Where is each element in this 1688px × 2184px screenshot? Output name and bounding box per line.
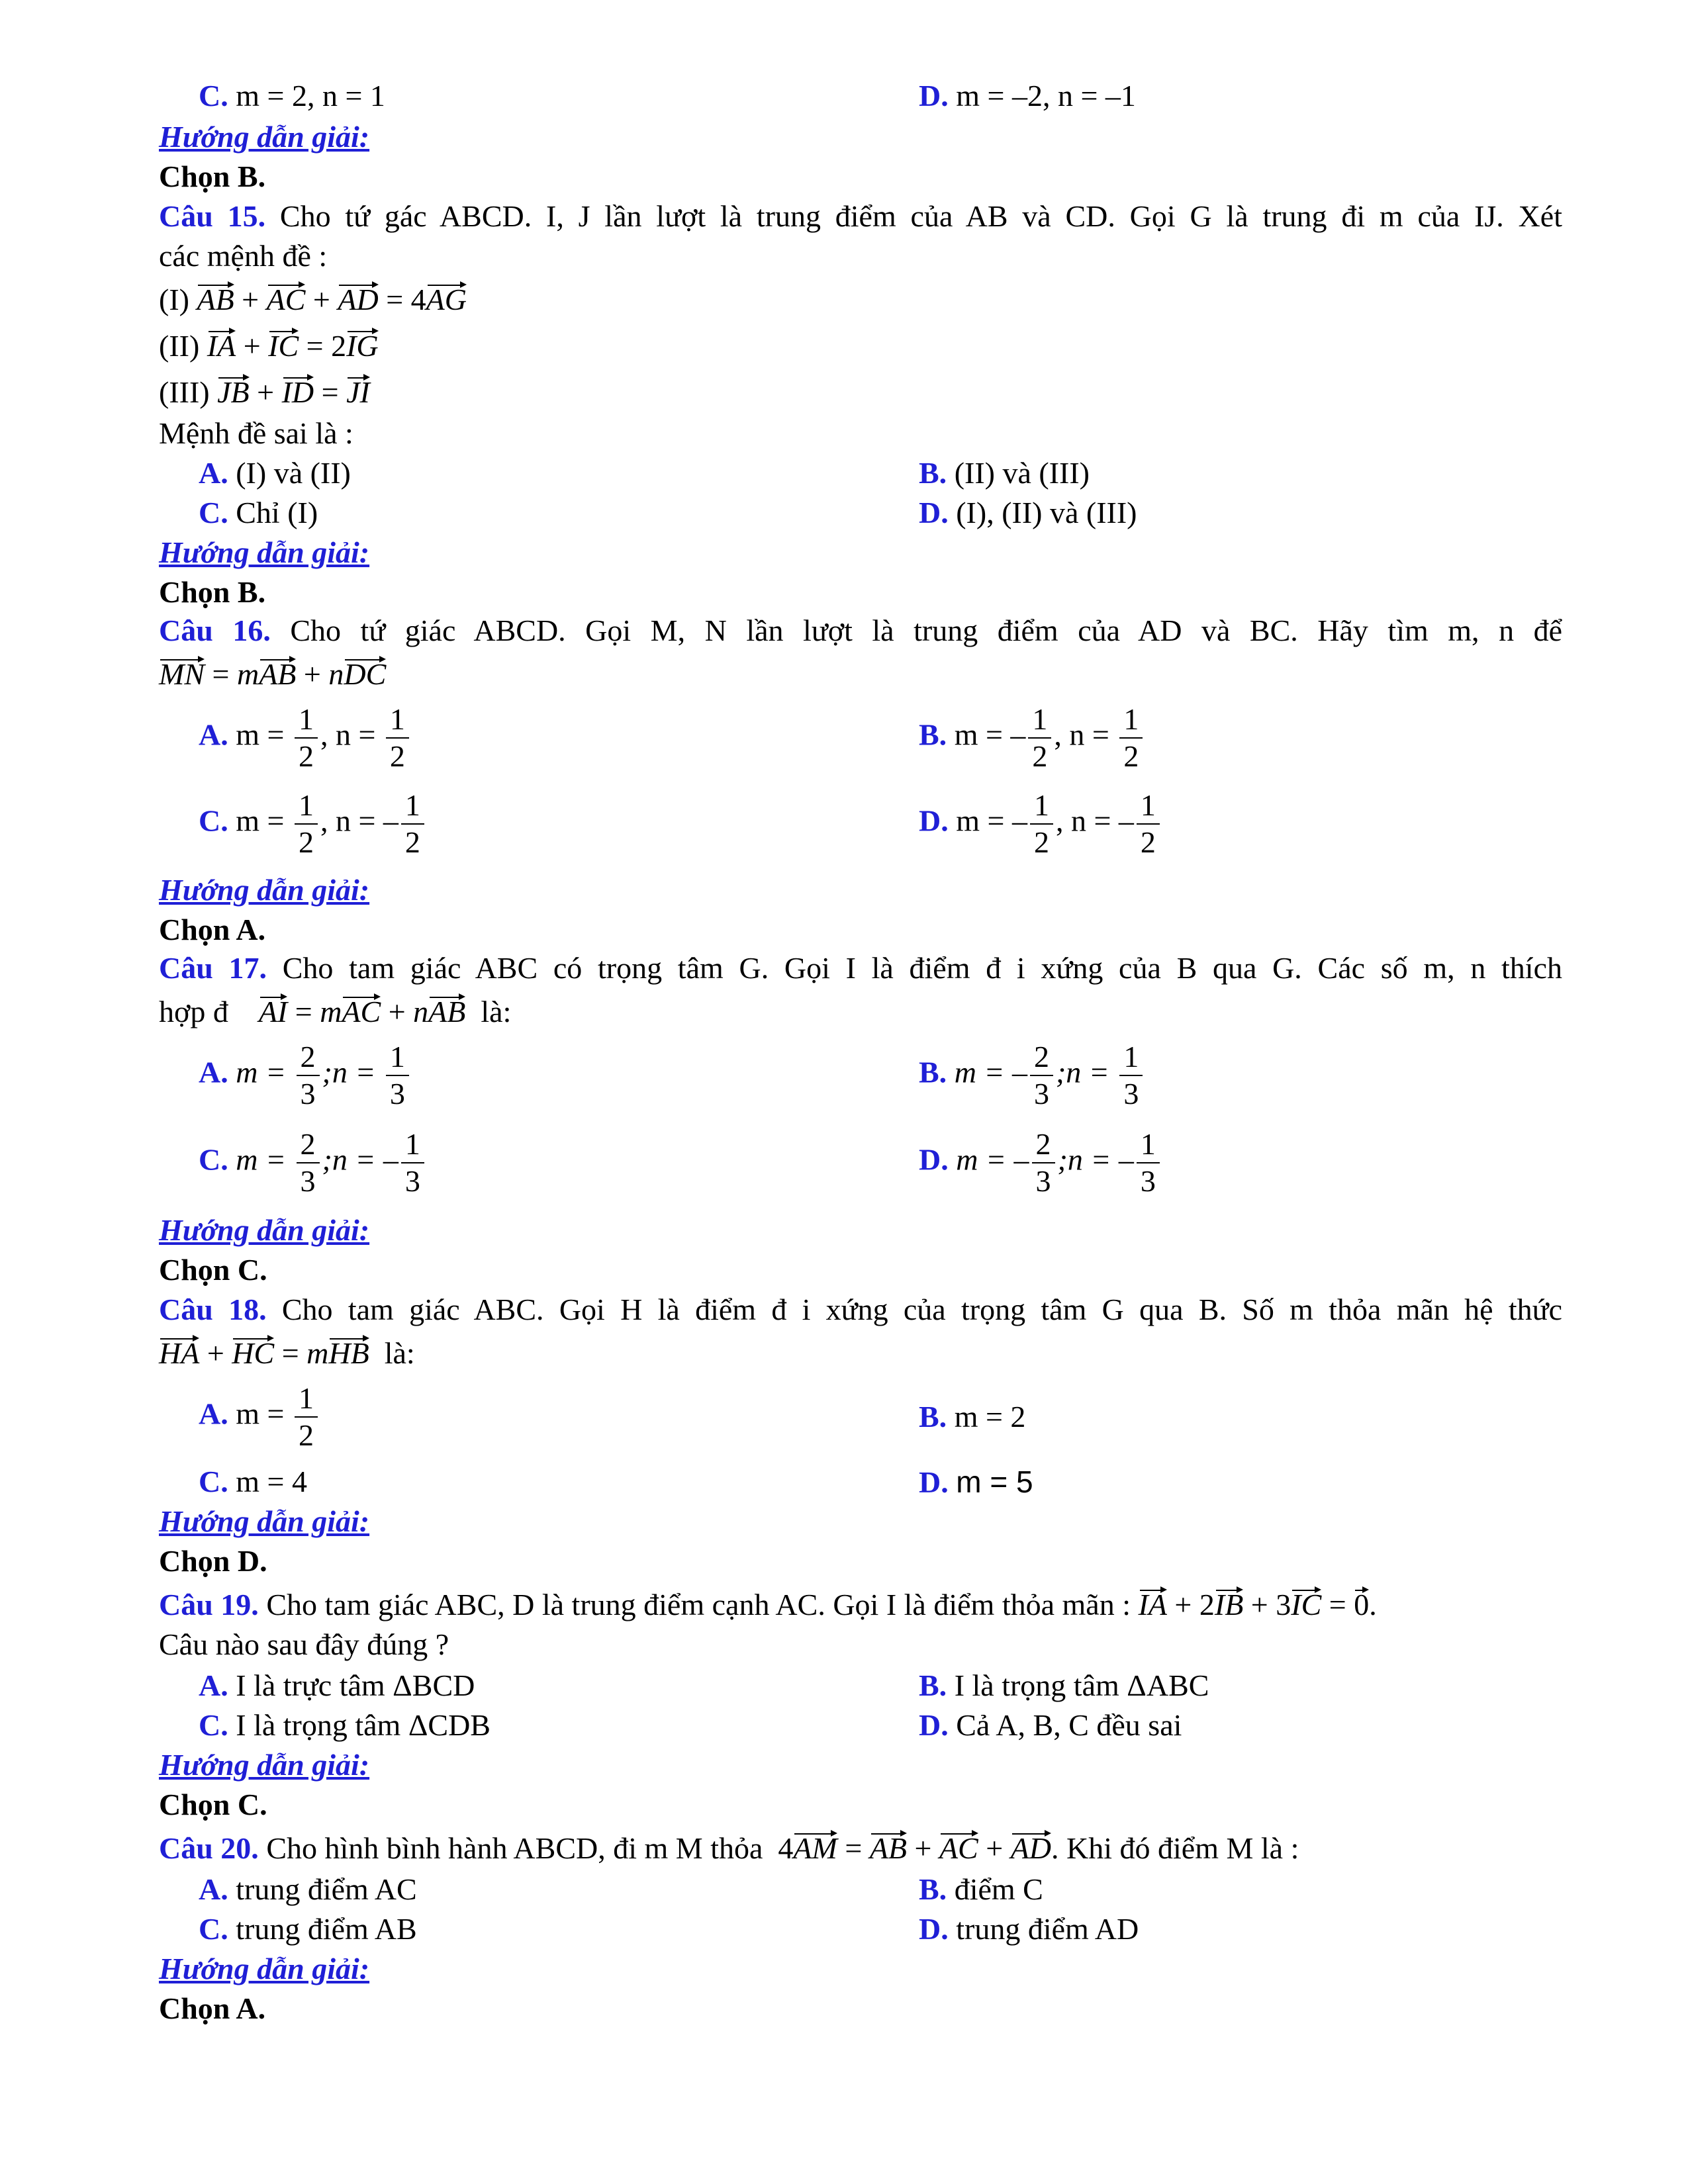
option-text: m = 2 [954, 1400, 1026, 1433]
q19-option-d [919, 1706, 1182, 1745]
vector: DC [344, 655, 386, 694]
q16-equation: MN = mAB + nDC [159, 655, 386, 694]
q18-option-a [199, 1381, 320, 1453]
vector: HB [328, 1334, 369, 1373]
option-text: m = [236, 803, 292, 838]
vector: HA [159, 1334, 199, 1373]
numerator: 2 [297, 1039, 320, 1076]
fraction [386, 702, 409, 774]
numerator: 1 [295, 702, 318, 739]
q19-stem: Câu 19. Cho tam giác ABC, D là trung điểm cạnh AC. Gọi I là điểm thỏa mãn : IA + 2IB + 3IC = 0. [159, 1586, 1377, 1624]
numerator: 1 [386, 702, 409, 739]
q17-answer: Chọn C. [159, 1253, 267, 1287]
q18-answer: Chọn D. [159, 1544, 267, 1578]
variable: n [413, 995, 429, 1028]
coefficient: 2 [1199, 1588, 1215, 1621]
q14-answer: Chọn B. [159, 159, 266, 193]
numerator: 1 [295, 788, 318, 825]
q15-stem [159, 197, 1562, 236]
option-label: C. [199, 1912, 228, 1946]
option-text: trung điểm AD [956, 1912, 1139, 1946]
option-label: D. [919, 1708, 949, 1742]
numerator: 1 [1028, 702, 1051, 739]
numerator: 1 [1137, 788, 1160, 825]
fraction [1137, 788, 1160, 860]
q14-option-d [919, 77, 1136, 115]
q15-statement-1: (I) AB + AC + AD = 4AG [159, 281, 467, 319]
option-label: C. [199, 803, 228, 838]
q15-option-b [919, 454, 1090, 492]
option-text: , n = [320, 717, 383, 752]
q15-answer: Chọn B. [159, 575, 266, 609]
option-label: B. [919, 1668, 947, 1702]
q20-guide-heading: Hướng dẫn giải: [159, 1952, 370, 1985]
option-text: m = [236, 1055, 294, 1089]
option-text: ;n = – [322, 1142, 399, 1177]
option-label: B. [919, 717, 947, 752]
vector: MN [159, 655, 205, 694]
vector: IG [346, 327, 379, 365]
option-text: (I), (II) và (III) [956, 496, 1137, 529]
q19-guide-heading: Hướng dẫn giải: [159, 1748, 370, 1782]
denominator: 2 [1140, 825, 1156, 859]
option-label: B. [919, 1400, 947, 1433]
denominator: 3 [1035, 1164, 1051, 1198]
option-text: , n = – [1055, 803, 1134, 838]
denominator: 3 [1140, 1164, 1156, 1198]
statement-label: (III) [159, 375, 210, 409]
q19-option-c [199, 1706, 491, 1745]
option-text: điểm C [954, 1872, 1043, 1906]
denominator: 2 [1123, 739, 1139, 773]
q18-option-b [919, 1398, 1025, 1436]
q15-stem-2: các mệnh đề : [159, 239, 328, 273]
q18-equation: HA + HC = mHB là: [159, 1334, 415, 1373]
fraction [401, 788, 424, 860]
option-text: , n = – [320, 803, 399, 838]
vector: IC [268, 327, 299, 365]
numerator: 2 [1032, 1126, 1055, 1163]
fraction [1119, 1039, 1143, 1112]
vector: JB [217, 373, 250, 412]
option-text: ;n = [322, 1055, 383, 1089]
q20-option-b [919, 1870, 1043, 1909]
q15-guide-heading: Hướng dẫn giải: [159, 535, 370, 569]
q15-statement-2: (II) IA + IC = 2IG [159, 327, 379, 365]
option-text: m = – [954, 1055, 1027, 1089]
option-text: ;n = [1055, 1055, 1117, 1089]
vector: JI [346, 373, 370, 412]
fraction [297, 1039, 320, 1112]
q16-guide-heading: Hướng dẫn giải: [159, 873, 370, 907]
option-label: A. [199, 1055, 228, 1089]
option-label: B. [919, 1872, 947, 1906]
fraction [1030, 788, 1053, 860]
option-label: A. [199, 1872, 228, 1906]
denominator: 2 [404, 825, 420, 859]
vector: AM [793, 1829, 837, 1868]
denominator: 3 [300, 1164, 316, 1198]
option-text: m = – [954, 717, 1026, 752]
question-number: Câu 17. [159, 951, 267, 985]
question-number: Câu 16. [159, 614, 271, 647]
option-text: m = – [956, 1142, 1029, 1177]
vector: ID [282, 373, 314, 412]
option-text: I là trọng tâm ΔABC [954, 1668, 1209, 1702]
option-label: A. [199, 456, 228, 490]
fraction [297, 1126, 320, 1199]
q19-stem-2: Câu nào sau đây đúng ? [159, 1627, 449, 1661]
question-text: Cho tam giác ABC. Gọi H là điểm đ i xứng của trọng tâm G qua B. Số m thỏa mãn hệ thức [281, 1293, 1562, 1326]
vector: IA [207, 327, 236, 365]
denominator: 3 [1123, 1077, 1139, 1111]
numerator: 1 [401, 1126, 424, 1163]
q17-stem-2: hợp đ AI = mAC + nAB là: [159, 993, 511, 1031]
vector: IA [1139, 1586, 1167, 1624]
option-text: m = [236, 1396, 292, 1431]
question-number: Câu 19. [159, 1588, 259, 1621]
vector: IB [1215, 1586, 1243, 1624]
numerator: 1 [386, 1039, 409, 1076]
denominator: 3 [300, 1077, 316, 1111]
zero-vector: 0 [1354, 1586, 1369, 1624]
vector: AC [342, 993, 381, 1031]
denominator: 3 [1033, 1077, 1049, 1111]
vector: AB [259, 655, 296, 694]
q17-stem [159, 949, 1562, 987]
vector: AD [1011, 1829, 1051, 1868]
q18-option-d [919, 1463, 1033, 1502]
coefficient: 4 [778, 1831, 794, 1865]
question-text: Cho tứ giác ABCD. Gọi M, N lần lượt là trung điểm của AD và BC. Hãy tìm m, n để [290, 614, 1562, 647]
option-label: D. [919, 79, 949, 113]
coefficient: 4 [410, 283, 426, 316]
option-text: m = 2, n = 1 [236, 79, 385, 113]
question-text: . Khi đó điểm M là : [1051, 1831, 1299, 1865]
vector: AI [259, 993, 287, 1031]
fraction [295, 1381, 318, 1453]
q17-option-c [199, 1126, 427, 1199]
fraction [295, 702, 318, 774]
vector: AG [426, 281, 467, 319]
option-text: m = [236, 1142, 294, 1177]
fraction [295, 788, 318, 860]
q20-option-c [199, 1910, 417, 1948]
variable: n [328, 657, 344, 691]
q16-option-b [919, 702, 1145, 774]
question-text: Cho tứ gác ABCD. I, J lần lượt là trung điểm của AB và CD. Gọi G là trung đi m của IJ. Xét [279, 199, 1563, 233]
question-text: Cho tam giác ABC có trọng tâm G. Gọi I là điểm đ i xứng của B qua G. Các số m, n thích [282, 951, 1562, 985]
q15-option-a [199, 454, 351, 492]
numerator: 1 [401, 788, 424, 825]
question-number: Câu 20. [159, 1831, 259, 1865]
option-label: C. [199, 79, 228, 113]
fraction [401, 1126, 424, 1199]
question-number: Câu 15. [159, 199, 266, 233]
denominator: 2 [1033, 825, 1049, 859]
denominator: 2 [389, 739, 405, 773]
q16-stem [159, 612, 1562, 650]
vector: AB [197, 281, 234, 319]
vector: AB [428, 993, 465, 1031]
q15-prompt: Mệnh đề sai là : [159, 416, 353, 450]
q14-guide-heading: Hướng dẫn giải: [159, 120, 370, 154]
denominator: 2 [1032, 739, 1048, 773]
variable: m [306, 1336, 329, 1370]
numerator: 2 [297, 1126, 320, 1163]
statement-label: (II) [159, 329, 200, 363]
option-text: m = [236, 717, 292, 752]
question-text: Cho tam giác ABC, D là trung điểm cạnh AC. Gọi I là điểm thỏa mãn : [266, 1588, 1131, 1621]
option-label: A. [199, 717, 228, 752]
option-text: ;n = – [1057, 1142, 1134, 1177]
vector: AD [338, 281, 378, 319]
option-label: C. [199, 1142, 228, 1177]
option-label: C. [199, 1708, 228, 1742]
question-text: là: [481, 995, 512, 1028]
question-text: Cho hình bình hành ABCD, đi m M thỏa [266, 1831, 763, 1865]
fraction [1030, 1039, 1053, 1112]
fraction [1028, 702, 1051, 774]
option-text: (II) và (III) [954, 456, 1090, 490]
coefficient: 3 [1276, 1588, 1291, 1621]
option-label: A. [199, 1668, 228, 1702]
q18-stem [159, 1291, 1562, 1329]
q15-option-c [199, 494, 318, 532]
q15-statement-3: (III) JB + ID = JI [159, 373, 370, 412]
vector: IC [1291, 1586, 1321, 1624]
q20-option-d [919, 1910, 1139, 1948]
numerator: 2 [1030, 1039, 1053, 1076]
option-label: D. [919, 1465, 949, 1499]
option-label: D. [919, 496, 949, 529]
option-label: C. [199, 496, 228, 529]
denominator: 3 [404, 1164, 420, 1198]
numerator: 1 [1137, 1126, 1160, 1163]
denominator: 2 [298, 825, 314, 859]
q19-option-b [919, 1666, 1209, 1705]
option-label: D. [919, 1142, 949, 1177]
numerator: 1 [1030, 788, 1053, 825]
denominator: 2 [298, 739, 314, 773]
coefficient: 2 [331, 329, 347, 363]
fraction [1032, 1126, 1055, 1199]
option-text: I là trọng tâm ΔCDB [236, 1708, 491, 1742]
option-label: D. [919, 803, 949, 838]
q20-option-a [199, 1870, 417, 1909]
q20-answer: Chọn A. [159, 1991, 266, 2025]
fraction [386, 1039, 409, 1112]
variable: m [236, 657, 259, 691]
denominator: 3 [389, 1077, 405, 1111]
statement-label: (I) [159, 283, 189, 316]
option-label: C. [199, 1465, 228, 1498]
option-text: trung điểm AB [236, 1912, 417, 1946]
q17-option-a [199, 1039, 412, 1112]
fraction [1119, 702, 1143, 774]
option-text: m = 4 [236, 1465, 307, 1498]
question-number: Câu 18. [159, 1293, 267, 1326]
option-text: Chỉ (I) [236, 496, 318, 529]
option-text: I là trực tâm ΔBCD [236, 1668, 475, 1702]
q17-option-b [919, 1039, 1145, 1112]
q18-option-c [199, 1463, 307, 1501]
vector: AB [870, 1829, 907, 1868]
option-text: m = 5 [956, 1465, 1033, 1499]
option-text: m = –2, n = –1 [956, 79, 1136, 113]
option-text: Cả A, B, C đều sai [956, 1708, 1182, 1742]
q16-option-a [199, 702, 412, 774]
option-label: B. [919, 456, 947, 490]
option-text: (I) và (II) [236, 456, 351, 490]
q16-answer: Chọn A. [159, 913, 266, 946]
option-label: D. [919, 1912, 949, 1946]
q16-option-d [919, 788, 1162, 860]
option-text: trung điểm AC [236, 1872, 417, 1906]
q15-option-d [919, 494, 1137, 532]
question-text: hợp đ [159, 995, 228, 1028]
option-text: , n = [1054, 717, 1117, 752]
numerator: 1 [1119, 702, 1143, 739]
vector: AC [939, 1829, 978, 1868]
numerator: 1 [295, 1381, 318, 1418]
vector: HC [232, 1334, 274, 1373]
numerator: 1 [1119, 1039, 1143, 1076]
q20-stem: Câu 20. Cho hình bình hành ABCD, đi m M thỏa 4AM = AB + AC + AD. Khi đó điểm M là : [159, 1829, 1299, 1868]
denominator: 2 [298, 1418, 314, 1452]
q19-option-a [199, 1666, 475, 1705]
q14-option-c [199, 77, 385, 115]
q18-guide-heading: Hướng dẫn giải: [159, 1504, 370, 1538]
q19-answer: Chọn C. [159, 1788, 267, 1821]
vector: AC [267, 281, 306, 319]
option-label: B. [919, 1055, 947, 1089]
fraction [1137, 1126, 1160, 1199]
question-text: là: [384, 1336, 415, 1370]
q17-option-d [919, 1126, 1162, 1199]
variable: m [320, 995, 342, 1028]
option-label: A. [199, 1396, 228, 1431]
q17-guide-heading: Hướng dẫn giải: [159, 1213, 370, 1247]
q16-option-c [199, 788, 427, 860]
option-text: m = – [956, 803, 1027, 838]
